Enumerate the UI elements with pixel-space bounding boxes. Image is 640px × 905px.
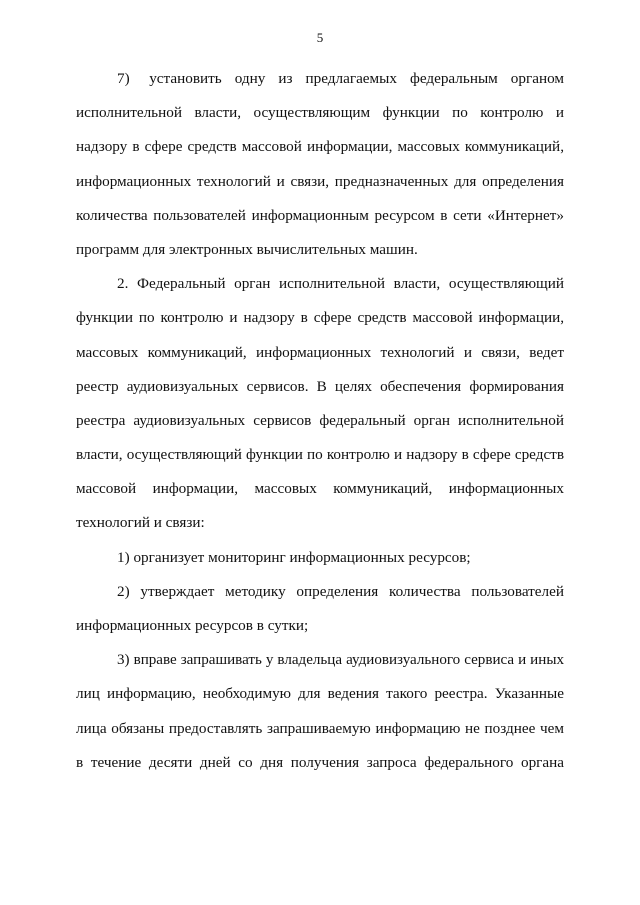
paragraph-item-7 <box>76 62 564 267</box>
text-line: информационных технологий и связи, предназначенных для определения <box>76 172 564 190</box>
text-line: функции по контролю и надзору в сфере средств массовой информации, <box>76 309 564 327</box>
text-line: лица обязаны предоставлять запрашиваемую информацию не позднее чем <box>76 719 564 737</box>
paragraph-item-3 <box>76 643 564 780</box>
text-line: в течение десяти дней со дня получения запроса федерального органа <box>76 753 564 771</box>
text-line: власти, осуществляющий функции по контролю и надзору в сфере средств <box>76 446 564 464</box>
text-line: количества пользователей информационным ресурсом в сети «Интернет» <box>76 206 564 224</box>
paragraph-section-2 <box>76 267 564 541</box>
text-line: надзору в сфере средств массовой информации, массовых коммуникаций, <box>76 138 564 156</box>
text-line: 3) вправе запрашивать у владельца аудиовизуального сервиса и иных <box>117 652 564 669</box>
document-body <box>76 62 564 780</box>
text-line: 1) организует мониторинг информационных ресурсов; <box>117 548 471 566</box>
text-line: программ для электронных вычислительных машин. <box>76 240 418 258</box>
paragraph-item-1 <box>76 541 564 575</box>
text-line: реестра аудиовизуальных сервисов федеральный орган исполнительной <box>76 411 564 429</box>
page-number: 5 <box>316 30 324 45</box>
text-line: массовой информации, массовых коммуникаций, информационных <box>76 480 564 498</box>
text-line: 2. Федеральный орган исполнительной власти, осуществляющий <box>117 275 564 293</box>
text-line: лиц информацию, необходимую для ведения такого реестра. Указанные <box>76 685 564 703</box>
paragraph-item-2 <box>76 575 564 643</box>
text-line: информационных ресурсов в сутки; <box>76 617 309 634</box>
text-line: 7) установить одну из предлагаемых федеральным органом <box>117 70 564 87</box>
text-line: массовых коммуникаций, информационных технологий и связи, ведет <box>76 343 564 361</box>
text-line: исполнительной власти, осуществляющим функции по контролю и <box>76 104 564 122</box>
text-line: реестр аудиовизуальных сервисов. В целях обеспечения формирования <box>76 377 564 395</box>
text-line: 2) утверждает методику определения количества пользователей <box>117 582 564 600</box>
text-line: технологий и связи: <box>76 514 205 532</box>
